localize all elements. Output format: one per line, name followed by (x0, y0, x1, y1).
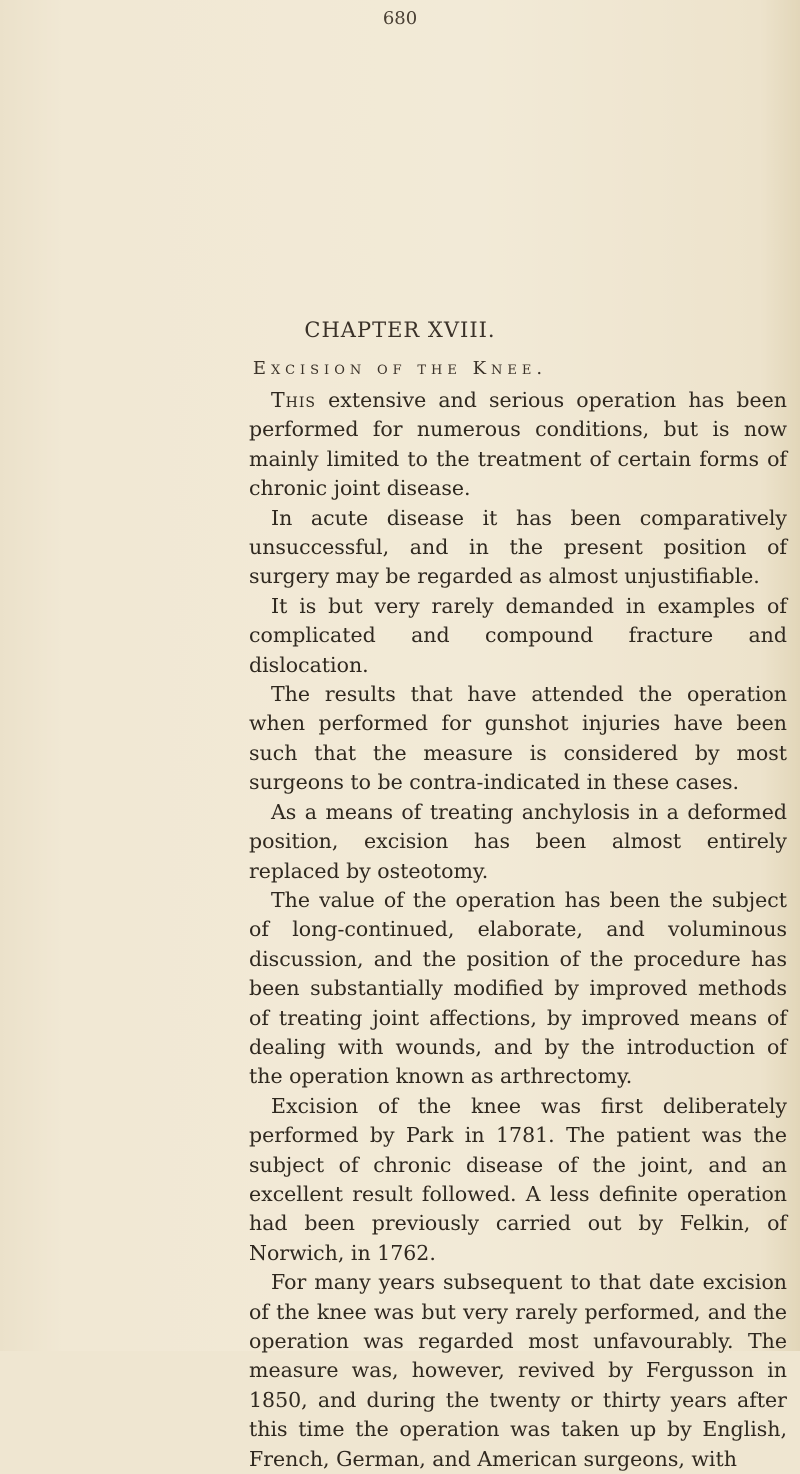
page-number: 680 (382, 8, 418, 29)
paragraph (249, 798, 787, 886)
paragraph (249, 592, 787, 680)
paragraph (249, 1268, 787, 1474)
paragraph (249, 1092, 787, 1268)
paragraph-text: The results that have attended the operation when performed for gunshot injuries have been such that the measure is considered by most surgeons to be contra-indicated in these cases. (249, 682, 787, 795)
paragraph (249, 680, 787, 798)
chapter-title: CHAPTER XVIII. (304, 318, 496, 342)
paragraph-text: The value of the operation has been the subject of long-continued, elaborate, and voluminous discussion, and the position of the procedure has been substantially modified by improved methods of treating joint affections, by improved means of dealing with wounds, and by the introduction of the operation known as arthrectomy. (249, 887, 787, 1089)
body-text (249, 386, 787, 1474)
paragraph-text: extensive and serious operation has been performed for numerous conditions, but is now mainly limited to the treatment of certain forms of chronic joint disease. (249, 388, 787, 501)
paragraph-text: In acute disease it has been comparatively unsuccessful, and in the present position of surgery may be regarded as almost unjustifiable. (249, 505, 787, 589)
paragraph-text: As a means of treating anchylosis in a deformed position, excision has been almost entirely replaced by osteotomy. (249, 799, 787, 883)
chapter-subtitle: Excision of the Knee. (252, 358, 548, 379)
paragraph-text: Excision of the knee was first deliberately performed by Park in 1781. The patient was the subject of chronic disease of the joint, and an excellent result followed. A less definite operation had been previously carried out by Felkin, of Norwich, in 1762. (249, 1093, 787, 1265)
paragraph (249, 386, 787, 504)
paragraph-lead: This (271, 388, 317, 412)
paragraph-text: For many years subsequent to that date excision of the knee was but very rarely performed, and the operation was regarded most unfavourably. The measure was, however, revived by Fergusson in 1850, and during the twenty or thirty years after this time the operation was taken up by English, French, German, and American surgeons, with (249, 1270, 787, 1471)
paragraph-text: It is but very rarely demanded in examples of complicated and compound fracture and dislocation. (249, 593, 787, 677)
paragraph (249, 886, 787, 1092)
paragraph (249, 504, 787, 592)
